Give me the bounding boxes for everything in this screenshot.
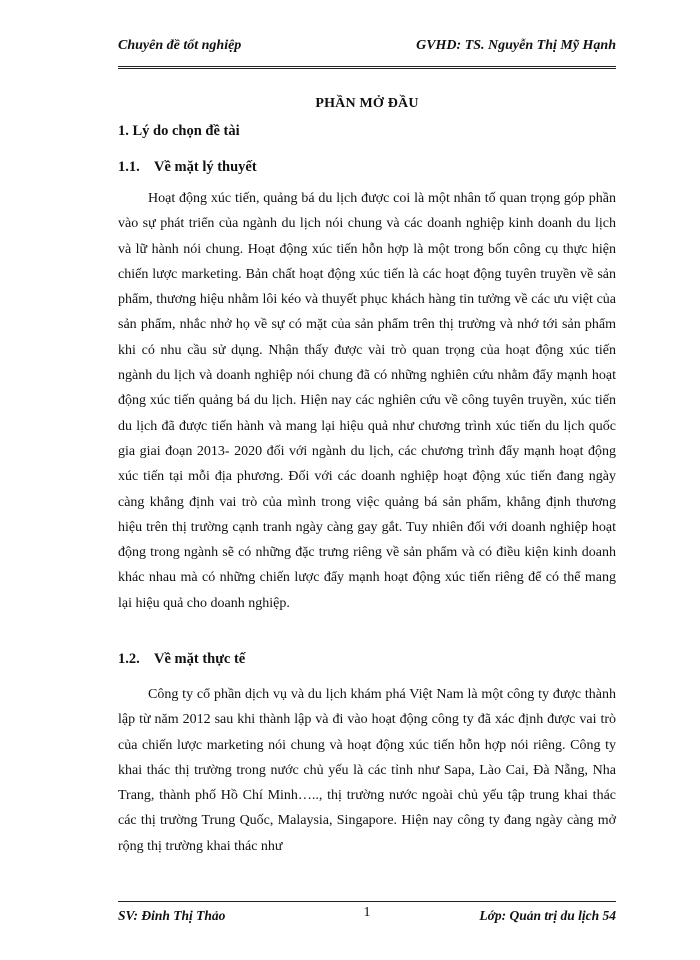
subsection-heading-theory <box>118 159 257 176</box>
subsection-title: Về mặt thực tế <box>154 651 246 667</box>
subsection-heading-practice <box>118 651 245 668</box>
header-right-text: GVHD: TS. Nguyễn Thị Mỹ Hạnh <box>416 38 616 53</box>
page-title: PHẦN MỞ ĐẦU <box>315 96 419 111</box>
section-heading: 1. Lý do chọn đề tài <box>118 123 240 139</box>
paragraph-practice: Công ty cổ phần dịch vụ và du lịch khám phá Việt Nam là một công ty được thành lập từ năm 2012 sau khi thành lập và đi vào hoạt động công ty đã xác định được vai trò của chiến lược marketing nói chung và hoạt động xúc tiến hỗn hợp nói riêng. Công ty khai thác thị trường trong nước chủ yếu là các tỉnh như Sapa, Lào Cai, Đà Nẵng, Nha Trang, thành phố Hồ Chí Minh….., thị trường nước ngoài chủ yếu tập trung khai thác các thị trường Trung Quốc, Malaysia, Singapore. Hiện nay công ty đang ngày càng mở rộng thị trường khai thác như <box>118 687 616 854</box>
page-footer <box>118 901 616 926</box>
footer-student: SV: Đinh Thị Thảo <box>118 908 226 923</box>
paragraph-theory: Hoạt động xúc tiến, quảng bá du lịch được coi là một nhân tố quan trọng góp phần vào sự phát triển của ngành du lịch nói chung và các doanh nghiệp kinh doanh du lịch và lữ hành nói chung. Hoạt động xúc tiến hỗn hợp là một trong bốn công cụ thực hiện chiến lược marketing. Bản chất hoạt động xúc tiến là các hoạt động tuyên truyền về sản phẩm, thương hiệu nhằm lôi kéo và thuyết phục khách hàng tin tưởng về các ưu việt của sản phẩm, nhắc nhở họ về sự có mặt của sản phẩm trên thị trường và nhớ tới sản phẩm khi có nhu cầu sử dụng. Nhận thấy được vài trò quan trọng của hoạt động xúc tiến ngành du lịch và doanh nghiệp nói chung đã có những nghiên cứu nhằm đẩy mạnh hoạt động xúc tiến quảng bá du lịch. Hiện nay các nghiên cứu về công tuyên truyền, xúc tiến du lịch đã được tiến hành và mang lại hiệu quả như chương trình xúc tiến du lịch quốc gia giai đoạn 2013- 2020 đối với ngành du lịch, các chương trình đẩy mạnh hoạt động xúc tiến tại mỗi địa phương. Đối với các doanh nghiệp hoạt động xúc tiến đang ngày càng khẳng định vai trò của mình trong việc quảng bá sản phẩm, khẳng định thương hiệu trên thị trường cạnh tranh ngày càng gay gắt. Tuy nhiên đối với doanh nghiệp hoạt động trong ngành sẽ có những đặc trưng riêng về sản phẩm và có điều kiện kinh doanh khác nhau mà có những chiến lược đẩy mạnh hoạt động xúc tiến riêng để có thể mang lại hiệu quả cho doanh nghiệp. <box>118 191 616 611</box>
header-left-text: Chuyên đề tốt nghiệp <box>118 38 242 53</box>
footer-class: Lớp: Quản trị du lịch 54 <box>479 908 616 923</box>
subsection-title: Về mặt lý thuyết <box>154 159 257 175</box>
page-header <box>118 38 616 69</box>
page-number: 1 <box>363 905 371 920</box>
subsection-number: 1.2. <box>118 651 140 667</box>
subsection-number: 1.1. <box>118 159 140 175</box>
